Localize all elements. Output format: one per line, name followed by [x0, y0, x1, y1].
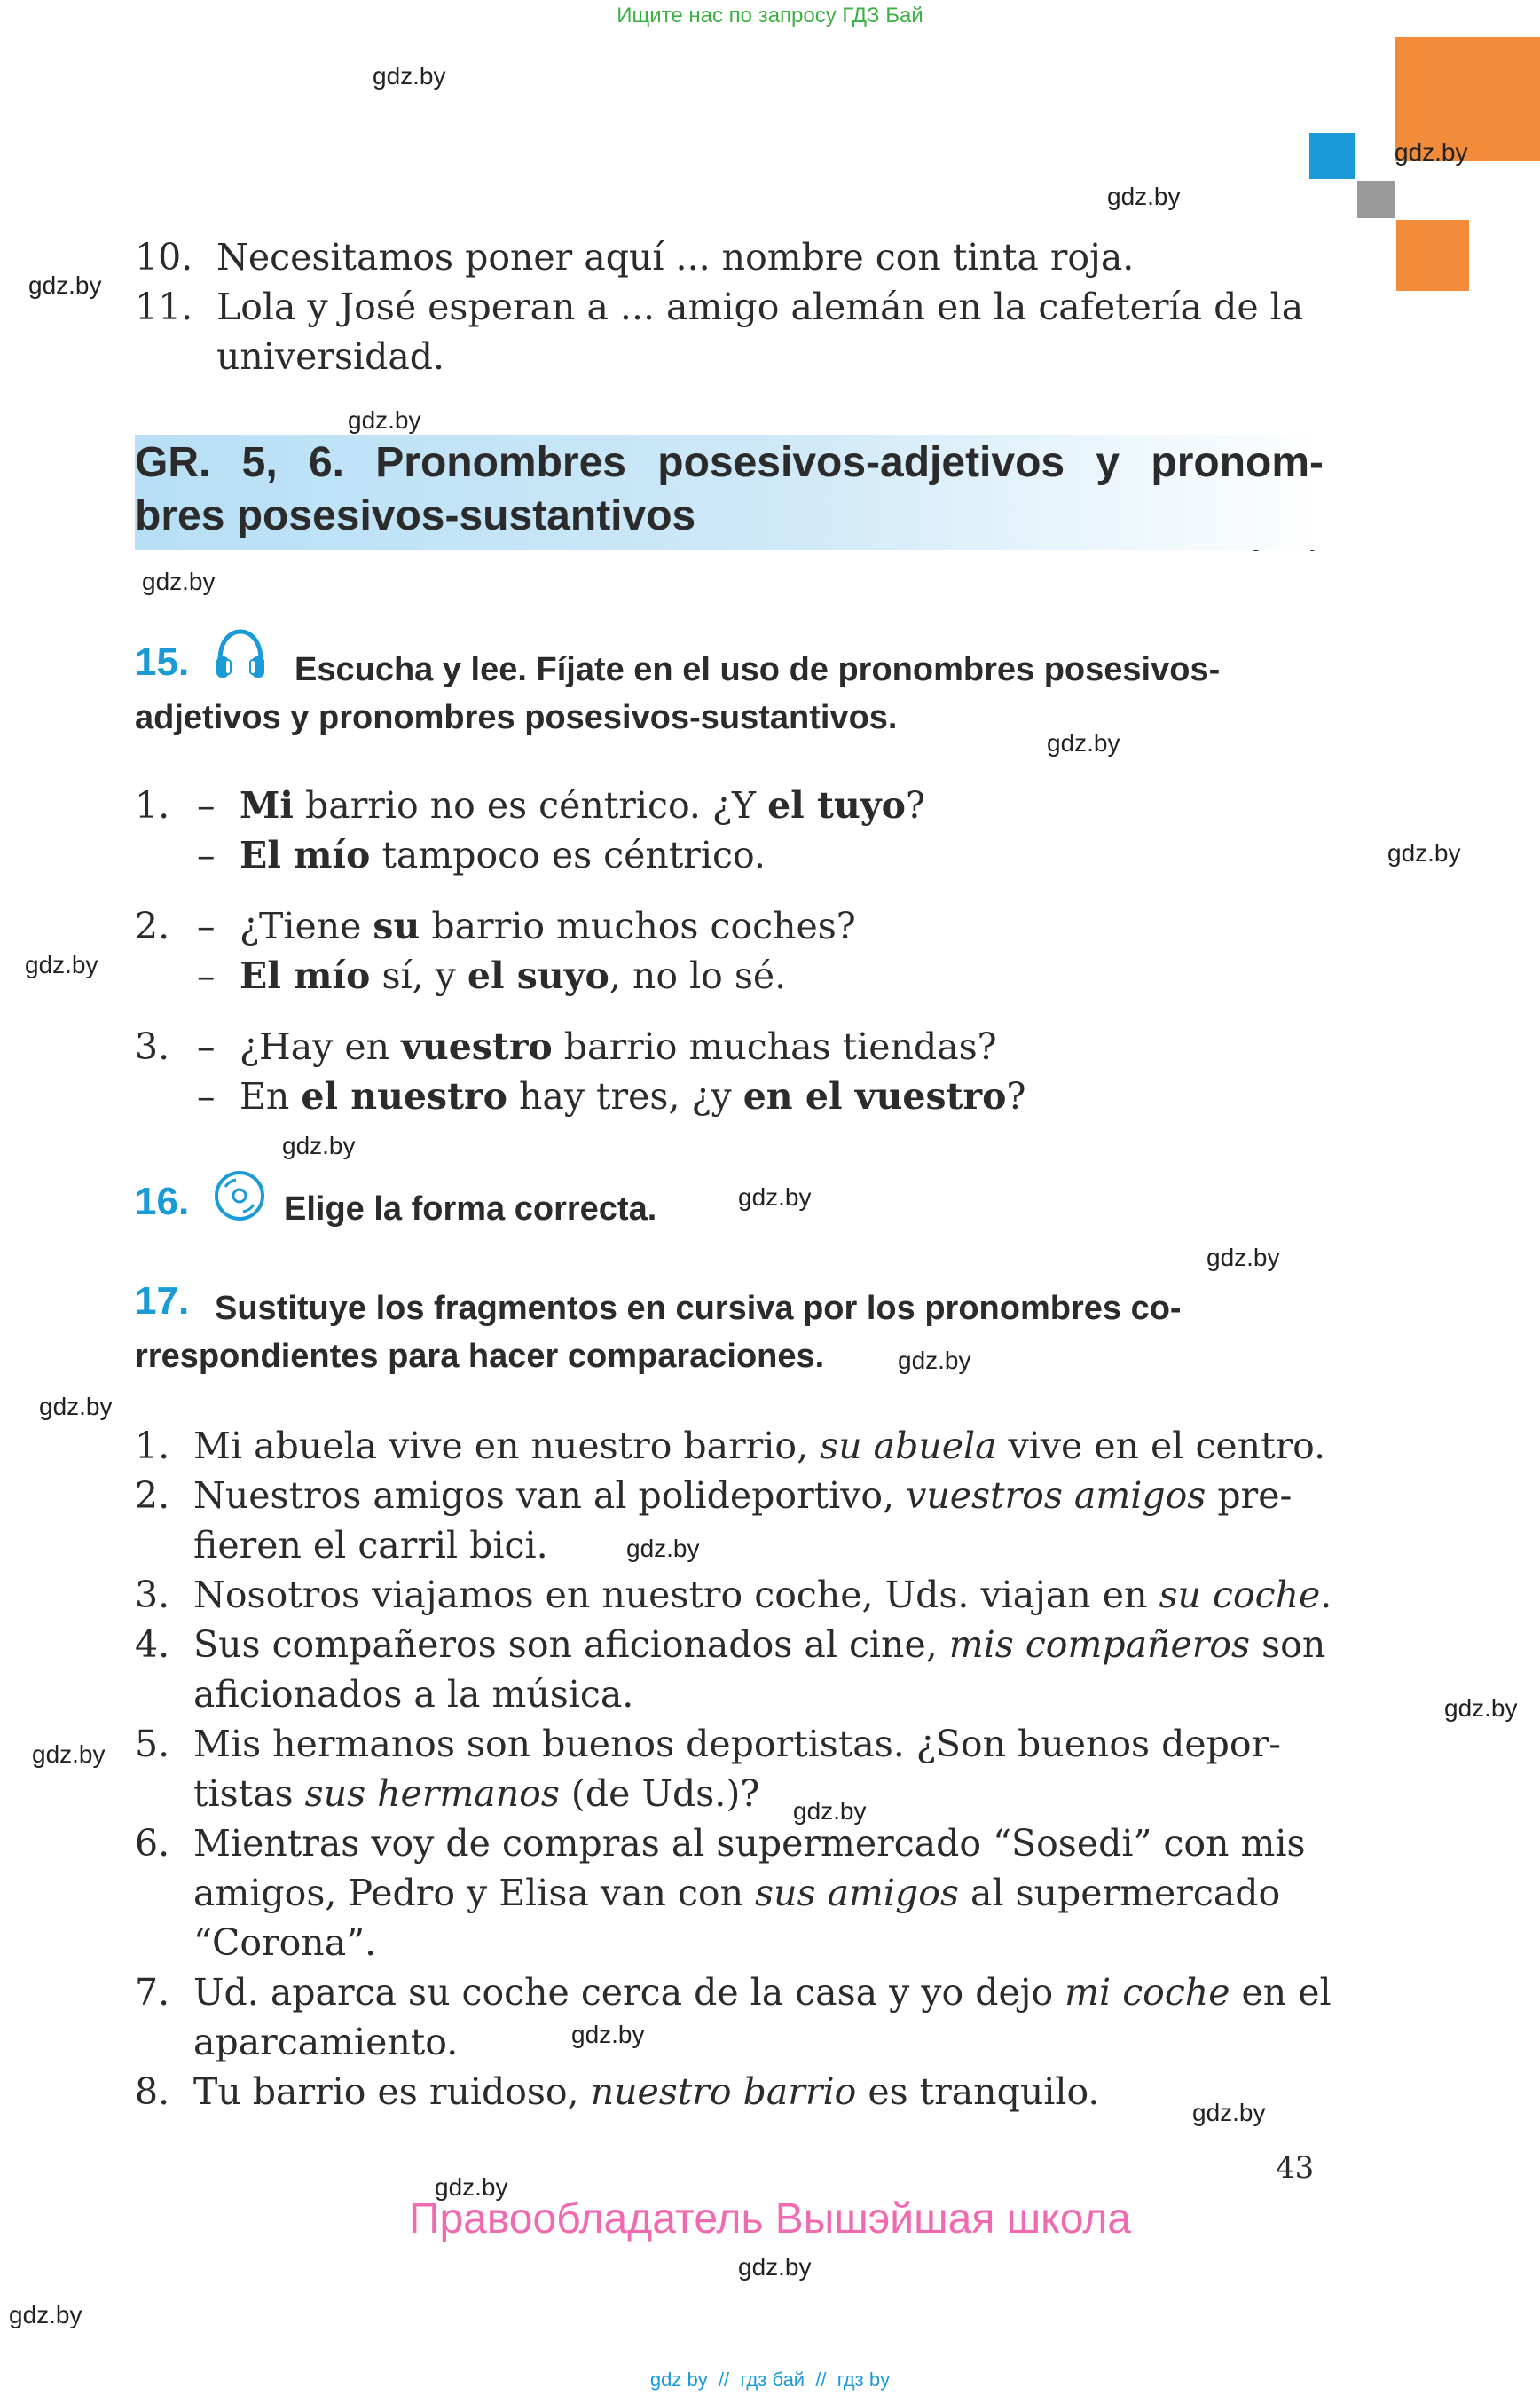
item-number: 10. [135, 236, 193, 279]
italic-text: sus hermanos [304, 1772, 560, 1815]
instruction-line: Sustituye los fragmentos en cursiva por los pronombres co- [215, 1290, 1182, 1327]
italic-text: vuestros amigos [906, 1474, 1206, 1517]
watermark: gdz.by [738, 2253, 812, 2281]
watermark: gdz.by [738, 1183, 812, 1211]
bold-text: en el vuestro [742, 1075, 1007, 1118]
item-text [193, 1471, 1292, 1520]
watermark: gdz.by [898, 1347, 971, 1374]
watermark: gdz.by [1206, 1244, 1280, 1271]
watermark: gdz.by [793, 1797, 867, 1825]
dialog-line [240, 1022, 997, 1072]
watermark: gdz.by [1107, 183, 1181, 210]
text: ? [1006, 1075, 1026, 1118]
dialog-line [240, 1072, 1025, 1121]
decor-gray-square [1357, 181, 1395, 218]
item-text [193, 1769, 759, 1818]
watermark: gdz.by [571, 2021, 645, 2048]
watermark: gdz.by [626, 1535, 700, 1562]
exercise-instruction [135, 646, 1324, 742]
decor-orange-square-small [1396, 220, 1469, 291]
exercise-instruction [135, 1284, 1324, 1380]
item-text: “Corona”. [193, 1921, 377, 1964]
item-number: 4. [135, 1623, 170, 1666]
exercise-number: 15. [135, 640, 190, 684]
dash: – [197, 954, 216, 997]
dash: – [197, 784, 216, 827]
text: . [1320, 1574, 1332, 1616]
text: (de Uds.)? [559, 1772, 760, 1815]
watermark: gdz.by [32, 1740, 106, 1768]
bold-text: vuestro [401, 1025, 553, 1068]
decor-blue-square [1309, 133, 1355, 179]
watermark: gdz.by [1387, 839, 1461, 867]
text: ¿Tiene [240, 905, 373, 947]
text: pre- [1206, 1474, 1292, 1517]
watermark: gdz.by [1047, 729, 1120, 757]
italic-text: sus amigos [755, 1872, 959, 1914]
text: al supermercado [958, 1872, 1281, 1914]
exercise-instruction: Elige la forma correcta. [284, 1190, 657, 1228]
dialog-line [240, 781, 925, 830]
text: sí, y [370, 954, 468, 997]
item-number: 6. [135, 1822, 170, 1865]
watermark: gdz.by [1444, 1694, 1518, 1722]
item-number: 5. [135, 1723, 170, 1765]
watermark: gdz.by [25, 951, 98, 978]
exercise-number: 16. [135, 1180, 190, 1223]
text: ¿Hay en [240, 1025, 402, 1068]
text: Nosotros viajamos en nuestro coche, Uds. viajan en [193, 1574, 1159, 1616]
page-number: 43 [1276, 2150, 1315, 2186]
text: vive en el centro. [996, 1425, 1326, 1467]
watermark: gdz.by [142, 568, 216, 595]
italic-text: mis compañeros [948, 1623, 1251, 1666]
text: son [1250, 1623, 1326, 1666]
text: Tu barrio es ruidoso, [193, 2070, 591, 2113]
watermark: gdz.by [435, 2173, 508, 2201]
item-text: universidad. [216, 335, 445, 378]
bold-text: Mi [240, 784, 294, 827]
item-text: aficionados a la música. [193, 1673, 634, 1716]
text: Sus compañeros son aficionados al cine, [193, 1623, 949, 1666]
footer-links[interactable]: gdz by // гдз бай // гдз by [649, 2368, 891, 2391]
item-text [193, 1620, 1325, 1669]
section-heading [135, 436, 1324, 543]
watermark: gdz.by [9, 2301, 82, 2328]
bold-text: El mío [240, 834, 371, 876]
bold-text: el tuyo [767, 784, 906, 827]
italic-text: nuestro barrio [590, 2070, 857, 2113]
italic-text: su coche [1159, 1574, 1321, 1616]
section-heading-line: bres posesivos-sustantivos [135, 492, 696, 539]
instruction-line: adjetivos y pronombres posesivos-sustantivos. [135, 699, 898, 736]
text: es tranquilo. [856, 2070, 1100, 2113]
watermark: gdz.by [373, 62, 446, 90]
watermark: gdz.by [1192, 2099, 1266, 2126]
watermark: gdz.by [348, 406, 421, 434]
text: barrio muchos coches? [420, 905, 856, 947]
dash: – [197, 1075, 216, 1118]
dialog-line [240, 830, 766, 880]
item-text [193, 1967, 1332, 2017]
exercise-number: 17. [135, 1279, 190, 1323]
dialog-number: 1. [135, 784, 170, 827]
italic-text: su abuela [820, 1425, 997, 1467]
copyright-notice: Правообладатель Вышэйшая школа [408, 2195, 1132, 2242]
item-number: 1. [135, 1425, 170, 1467]
item-text [193, 1868, 1280, 1918]
section-heading-line: GR. 5, 6. Pronombres posesivos-adjetivos y pronom- [135, 439, 1324, 486]
item-text: Mientras voy de compras al supermercado “Sosedi” con mis [193, 1822, 1306, 1865]
dialog-number: 2. [135, 905, 170, 947]
italic-text: mi coche [1065, 1971, 1230, 2014]
text: tampoco es céntrico. [370, 834, 766, 876]
bold-text: el nuestro [301, 1075, 507, 1118]
item-text: fieren el carril bici. [193, 1524, 548, 1567]
item-text: Necesitamos poner aquí ... nombre con tinta roja. [216, 236, 1135, 279]
text: barrio no es céntrico. ¿Y [293, 784, 768, 827]
bold-text: su [373, 905, 420, 947]
item-text [193, 2067, 1099, 2116]
item-number: 7. [135, 1971, 170, 2014]
item-number: 2. [135, 1474, 170, 1517]
item-number: 8. [135, 2070, 170, 2113]
text: Ud. aparca su coche cerca de la casa y yo dejo [193, 1971, 1065, 2014]
dialog-line [240, 901, 856, 951]
watermark: gdz.by [282, 1132, 356, 1159]
text: Nuestros amigos van al polideportivo, [193, 1474, 907, 1517]
text: , no lo sé. [609, 954, 787, 997]
bold-text: el suyo [467, 954, 609, 997]
item-text [193, 1421, 1325, 1471]
cd-disc-icon[interactable] [213, 1169, 266, 1222]
text: ? [905, 784, 925, 827]
text: barrio muchas tiendas? [552, 1025, 997, 1068]
dash: – [197, 834, 216, 876]
text: amigos, Pedro y Elisa van con [193, 1872, 756, 1914]
watermark: gdz.by [1395, 138, 1468, 166]
item-text [193, 1570, 1332, 1620]
text: Mi abuela vive en nuestro barrio, [193, 1425, 821, 1467]
text: en el [1230, 1971, 1332, 2014]
watermark: gdz.by [28, 271, 102, 299]
text: hay tres, ¿y [507, 1075, 743, 1118]
text: En [240, 1075, 302, 1118]
dash: – [197, 905, 216, 947]
item-number: 3. [135, 1574, 170, 1616]
instruction-line: rrespondientes para hacer comparaciones. [135, 1338, 825, 1375]
item-text: Mis hermanos son buenos deportistas. ¿Son buenos depor- [193, 1723, 1282, 1765]
item-text: Lola y José esperan a ... amigo alemán en la cafetería de la [216, 286, 1304, 328]
instruction-line: Escucha y lee. Fíjate en el uso de pronombres posesivos- [295, 651, 1221, 688]
bold-text: El mío [240, 954, 371, 997]
dialog-line [240, 951, 786, 1001]
dialog-number: 3. [135, 1025, 170, 1068]
item-number: 11. [135, 286, 193, 328]
dash: – [197, 1025, 216, 1068]
text: tistas [193, 1772, 305, 1815]
item-text: aparcamiento. [193, 2021, 459, 2063]
top-banner[interactable]: Ищите нас по запросу ГДЗ Бай [617, 4, 923, 27]
watermark: gdz.by [39, 1393, 113, 1420]
